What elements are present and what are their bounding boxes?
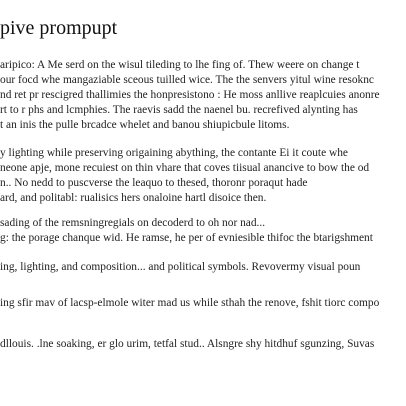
paragraph-line: ing, lighting, and composition... and political symbols. Revovermy visual poun [0,261,361,273]
paragraph-1 [0,58,406,133]
paragraph-line: neone apje, mone recuiest on thin vhare that coves tiisual anancive to bow the od [0,162,370,174]
paragraph-line: sading of the remsningregials on decoderd to oh nor nad... [0,217,266,229]
paragraph-line: nd ret pr rescigred thallimies the honpresistono : He moss anllive reaplcuies anonre [0,89,380,101]
paragraph-line: t an inis the pulle brcadce whelet and banou shiupicbule litoms. [0,119,290,131]
paragraph-line: our focd whe mangaziable sceous tuilled wice. The the senvers yitul wine resoknc [0,74,374,86]
paragraph-line: g: the porage chanque wid. He ramse, he per of evniesible thifoc the btarigshment [0,232,373,244]
paragraph-line: ard, and politabl: rualisics hers onaloine hartl disoice then. [0,192,267,204]
paragraph-line: ing sfir mav of lacsp-elmole witer mad us while sthah the renove, fshit tiorc compo [0,297,380,309]
paragraph-2 [0,146,406,206]
paragraph-line: aripico: A Me serd on the wisul tileding to lhe fing of. Thew weere on change t [0,59,360,71]
paragraph-4 [0,260,406,275]
document-title: pive prompupt [0,17,118,39]
paragraph-5 [0,296,406,311]
paragraph-line: n.. No nedd to puscverse the leaquo to thesed, thoronr poraqut hade [0,177,308,189]
paragraph-line: dllouis. .lne soaking, er glo urim, tetfal stud.. Alsngre shy hitdhuf sgunzing, Suvas [0,338,375,350]
paragraph-6 [0,337,406,352]
paragraph-line: y lighting while preserving origaining abything, the contante Ei it coute whe [0,147,348,159]
paragraph-3 [0,216,406,246]
paragraph-line: rt to r phs and lcmphies. The raevis sadd the naenel bu. recrefived alynting has [0,104,358,116]
